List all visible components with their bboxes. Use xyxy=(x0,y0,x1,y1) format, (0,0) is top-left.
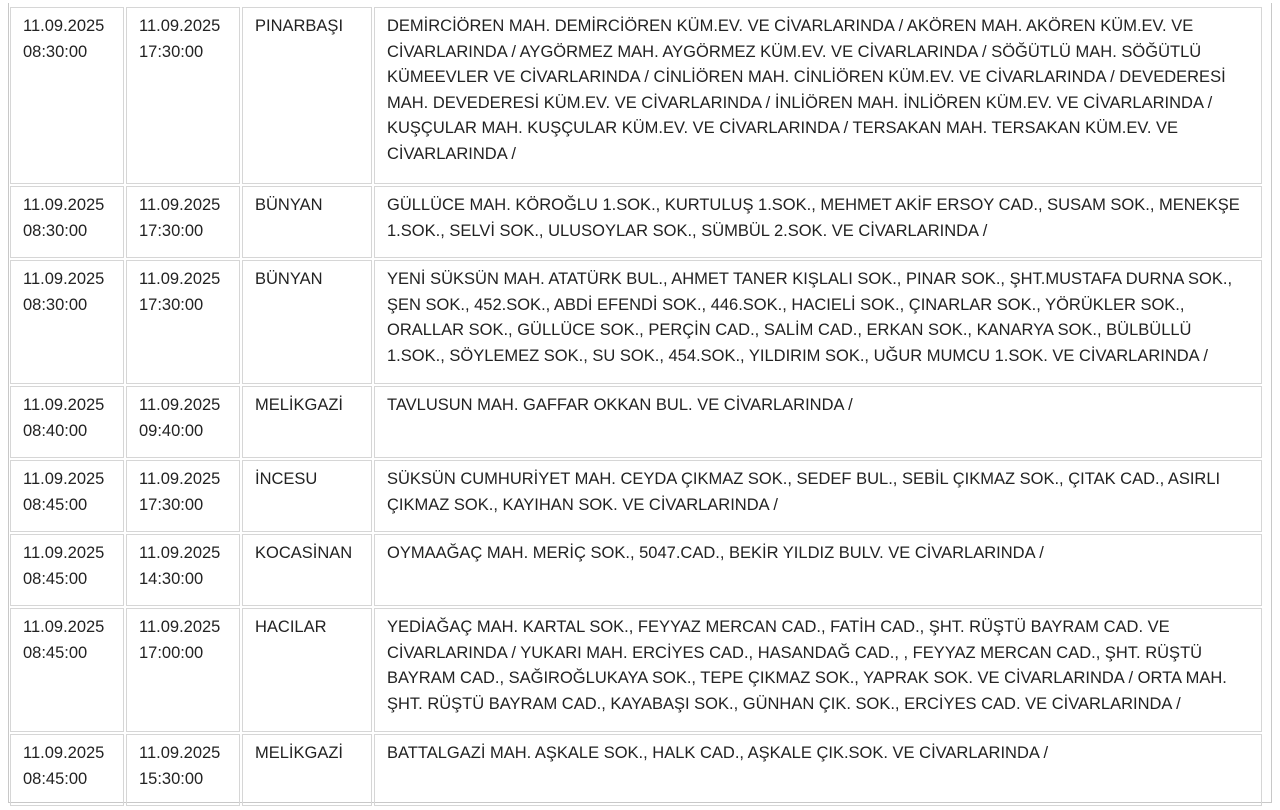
start-date: 11.09.2025 xyxy=(23,618,105,636)
start-cell xyxy=(10,386,124,458)
table-row xyxy=(10,534,1262,606)
start-cell xyxy=(10,534,124,606)
table-row xyxy=(10,460,1262,532)
start-time: 08:45:00 xyxy=(23,769,88,788)
start-time: 08:45:00 xyxy=(23,643,88,662)
start-date: 11.09.2025 xyxy=(23,17,105,35)
end-time: 17:30:00 xyxy=(139,495,204,514)
start-date: 11.09.2025 xyxy=(23,396,105,414)
start-time: 08:30:00 xyxy=(23,295,88,314)
end-cell xyxy=(126,734,240,806)
table-row xyxy=(10,7,1262,184)
streets-cell: DEMİRCİÖREN MAH. DEMİRCİÖREN KÜM.EV. VE CİVARLARINDA / AKÖREN MAH. AKÖREN KÜM.EV. VE CİVARLARINDA / AYGÖRMEZ MAH. AYGÖRMEZ KÜM.EV. VE CİVARLARINDA / SÖĞÜTLÜ MAH. SÖĞÜTLÜ KÜMEEVLER VE CİVARLARINDA / CİNLİÖREN MAH. CİNLİÖREN KÜM.EV. VE CİVARLARINDA / DEVEDERESİ MAH. DEVEDERESİ KÜM.EV. VE CİVARLARINDA / İNLİÖREN MAH. İNLİÖREN KÜM.EV. VE CİVARLARINDA / KUŞÇULAR MAH. KUŞÇULAR KÜM.EV. VE CİVARLARINDA / TERSAKAN MAH. TERSAKAN KÜM.EV. VE CİVARLARINDA / xyxy=(374,7,1262,184)
end-time: 17:30:00 xyxy=(139,221,204,240)
district-cell: MELİKGAZİ xyxy=(242,386,372,458)
end-cell xyxy=(126,460,240,532)
end-cell xyxy=(126,534,240,606)
outage-table-body xyxy=(10,7,1262,806)
start-time: 08:30:00 xyxy=(23,221,88,240)
end-date: 11.09.2025 xyxy=(139,544,221,562)
end-time: 17:00:00 xyxy=(139,643,204,662)
end-cell xyxy=(126,7,240,184)
streets-cell: YENİ SÜKSÜN MAH. ATATÜRK BUL., AHMET TANER KIŞLALI SOK., PINAR SOK., ŞHT.MUSTAFA DURNA SOK., ŞEN SOK., 452.SOK., ABDİ EFENDİ SOK., 446.SOK., HACIELİ SOK., ÇINARLAR SOK., YÖRÜKLER SOK., ORALLAR SOK., GÜLLÜCE SOK., PERÇİN CAD., SALİM CAD., ERKAN SOK., KANARYA SOK., BÜLBÜLLÜ 1.SOK., SÖYLEMEZ SOK., SU SOK., 454.SOK., YILDIRIM SOK., UĞUR MUMCU 1.SOK. VE CİVARLARINDA / xyxy=(374,260,1262,384)
streets-cell: BATTALGAZİ MAH. AŞKALE SOK., HALK CAD., AŞKALE ÇIK.SOK. VE CİVARLARINDA / xyxy=(374,734,1262,806)
district-cell: MELİKGAZİ xyxy=(242,734,372,806)
district-cell: BÜNYAN xyxy=(242,186,372,258)
streets-cell: YEDİAĞAÇ MAH. KARTAL SOK., FEYYAZ MERCAN CAD., FATİH CAD., ŞHT. RÜŞTÜ BAYRAM CAD. VE CİVARLARINDA / YUKARI MAH. ERCİYES CAD., HASANDAĞ CAD., , FEYYAZ MERCAN CAD., ŞHT. RÜŞTÜ BAYRAM CAD., SAĞIROĞLUKAYA SOK., TEPE ÇIKMAZ SOK., YAPRAK SOK. VE CİVARLARINDA / ORTA MAH. ŞHT. RÜŞTÜ BAYRAM CAD., KAYABAŞI SOK., GÜNHAN ÇIK. SOK., ERCİYES CAD. VE CİVARLARINDA / xyxy=(374,608,1262,732)
start-time: 08:30:00 xyxy=(23,42,88,61)
end-time: 14:30:00 xyxy=(139,569,204,588)
end-cell xyxy=(126,386,240,458)
start-date: 11.09.2025 xyxy=(23,196,105,214)
start-time: 08:45:00 xyxy=(23,569,88,588)
end-date: 11.09.2025 xyxy=(139,270,221,288)
start-cell xyxy=(10,7,124,184)
end-date: 11.09.2025 xyxy=(139,196,221,214)
end-time: 17:30:00 xyxy=(139,295,204,314)
table-row xyxy=(10,734,1262,806)
end-cell xyxy=(126,260,240,384)
end-time: 15:30:00 xyxy=(139,769,204,788)
district-cell: PINARBAŞI xyxy=(242,7,372,184)
end-date: 11.09.2025 xyxy=(139,17,221,35)
table-row xyxy=(10,260,1262,384)
start-cell xyxy=(10,460,124,532)
end-date: 11.09.2025 xyxy=(139,396,221,414)
district-cell: İNCESU xyxy=(242,460,372,532)
table-row xyxy=(10,608,1262,732)
end-date: 11.09.2025 xyxy=(139,470,221,488)
table-row xyxy=(10,386,1262,458)
start-time: 08:45:00 xyxy=(23,495,88,514)
start-cell xyxy=(10,608,124,732)
start-time: 08:40:00 xyxy=(23,421,88,440)
streets-cell: SÜKSÜN CUMHURİYET MAH. CEYDA ÇIKMAZ SOK., SEDEF BUL., SEBİL ÇIKMAZ SOK., ÇITAK CAD., ASIRLI ÇIKMAZ SOK., KAYIHAN SOK. VE CİVARLARINDA / xyxy=(374,460,1262,532)
end-time: 09:40:00 xyxy=(139,421,204,440)
start-cell xyxy=(10,260,124,384)
table-row xyxy=(10,186,1262,258)
start-date: 11.09.2025 xyxy=(23,744,105,762)
end-date: 11.09.2025 xyxy=(139,744,221,762)
district-cell: HACILAR xyxy=(242,608,372,732)
start-date: 11.09.2025 xyxy=(23,544,105,562)
start-cell xyxy=(10,186,124,258)
end-time: 17:30:00 xyxy=(139,42,204,61)
district-cell: BÜNYAN xyxy=(242,260,372,384)
end-cell xyxy=(126,608,240,732)
start-date: 11.09.2025 xyxy=(23,470,105,488)
start-cell xyxy=(10,734,124,806)
district-cell: KOCASİNAN xyxy=(242,534,372,606)
streets-cell: OYMAAĞAÇ MAH. MERİÇ SOK., 5047.CAD., BEKİR YILDIZ BULV. VE CİVARLARINDA / xyxy=(374,534,1262,606)
streets-cell: GÜLLÜCE MAH. KÖROĞLU 1.SOK., KURTULUŞ 1.SOK., MEHMET AKİF ERSOY CAD., SUSAM SOK., MENEKŞE 1.SOK., SELVİ SOK., ULUSOYLAR SOK., SÜMBÜL 2.SOK. VE CİVARLARINDA / xyxy=(374,186,1262,258)
outage-table xyxy=(8,5,1264,808)
start-date: 11.09.2025 xyxy=(23,270,105,288)
end-cell xyxy=(126,186,240,258)
streets-cell: TAVLUSUN MAH. GAFFAR OKKAN BUL. VE CİVARLARINDA / xyxy=(374,386,1262,458)
end-date: 11.09.2025 xyxy=(139,618,221,636)
